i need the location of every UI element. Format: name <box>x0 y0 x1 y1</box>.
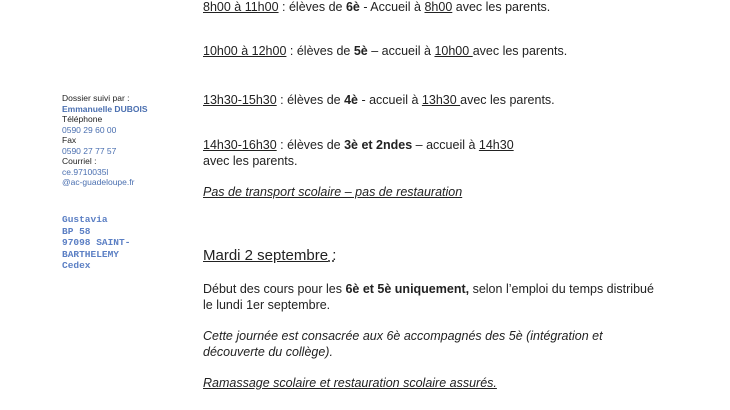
schedule-text: : élèves de <box>286 44 354 58</box>
tuesday-paragraph-1 <box>203 281 654 313</box>
paragraph-text: selon l’emploi du temps distribué <box>469 282 654 296</box>
schedule-grade: 6è <box>345 0 360 14</box>
paragraph-emphasis: 6è et 5è uniquement, <box>345 282 470 296</box>
schedule-text: – accueil à <box>367 44 435 58</box>
schedule-time: 10h00 à 12h00 <box>203 44 287 58</box>
schedule-text: - accueil à <box>358 93 422 107</box>
paragraph-text: Début des cours pour les <box>203 282 346 296</box>
address-line: 97098 SAINT- <box>62 237 131 248</box>
address-line: Cedex <box>62 260 91 271</box>
mail-line-1: ce.9710035l <box>62 166 109 177</box>
tuesday-colon: : <box>328 247 337 264</box>
schedule-grade: 5è <box>353 44 368 58</box>
schedule-continuation: avec les parents. <box>203 154 298 168</box>
tuesday-heading <box>203 247 336 264</box>
no-transport-note: Pas de transport scolaire – pas de restauration <box>203 185 463 199</box>
schedule-text: : élèves de <box>276 93 345 107</box>
fax-label: Fax <box>62 135 77 145</box>
tuesday-paragraph-2 <box>203 328 603 360</box>
paragraph-text: Cette journée est consacrée aux 6è accompagnés des 5è (intégration et <box>203 329 603 343</box>
mail-line-2: @ac-guadeloupe.fr <box>62 177 135 187</box>
schedule-row <box>203 137 514 153</box>
tuesday-date: Mardi 2 septembre <box>203 247 329 264</box>
schedule-text: - Accueil à <box>359 0 425 14</box>
fax-number: 0590 27 77 57 <box>62 145 117 156</box>
tel-number: 0590 29 60 00 <box>62 124 117 135</box>
schedule-welcome-time: 8h00 <box>424 0 453 14</box>
address-line: BP 58 <box>62 225 91 237</box>
schedule-grade: 3è et 2ndes <box>344 138 413 152</box>
schedule-text: : élèves de <box>278 0 346 14</box>
postal-address <box>62 214 130 272</box>
schedule-grade: 4è <box>344 93 358 107</box>
paragraph-text: le lundi 1er septembre. <box>203 298 331 312</box>
schedule-time: 13h30-15h30 <box>203 93 277 107</box>
tel-label: Téléphone <box>62 114 103 124</box>
schedule-time: 14h30-16h30 <box>203 138 277 152</box>
address-line: BARTHELEMY <box>62 248 120 260</box>
schedule-welcome-time: 10h00 <box>434 44 473 58</box>
schedule-row <box>203 43 567 59</box>
schedule-text: avec les parents. <box>472 44 568 58</box>
schedule-welcome-time: 14h30 <box>478 138 514 152</box>
mail-label: Courriel : <box>62 156 97 166</box>
paragraph-text: découverte du collège). <box>203 345 333 359</box>
contact-person: Emmanuelle DUBOIS <box>62 103 148 114</box>
schedule-welcome-time: 13h30 <box>421 93 461 107</box>
schedule-text: avec les parents. <box>460 93 555 107</box>
dossier-label: Dossier suivi par : <box>62 93 130 103</box>
tuesday-paragraph-3: Ramassage scolaire et restauration scolaire assurés. <box>203 376 497 390</box>
schedule-text: : élèves de <box>276 138 345 152</box>
schedule-text: – accueil à <box>412 138 479 152</box>
sidebar-contact <box>62 93 148 188</box>
schedule-text: avec les parents. <box>452 0 551 14</box>
schedule-row <box>203 92 555 108</box>
address-line: Gustavia <box>62 214 108 225</box>
schedule-row <box>203 0 550 15</box>
schedule-time: 8h00 à 11h00 <box>203 0 279 14</box>
